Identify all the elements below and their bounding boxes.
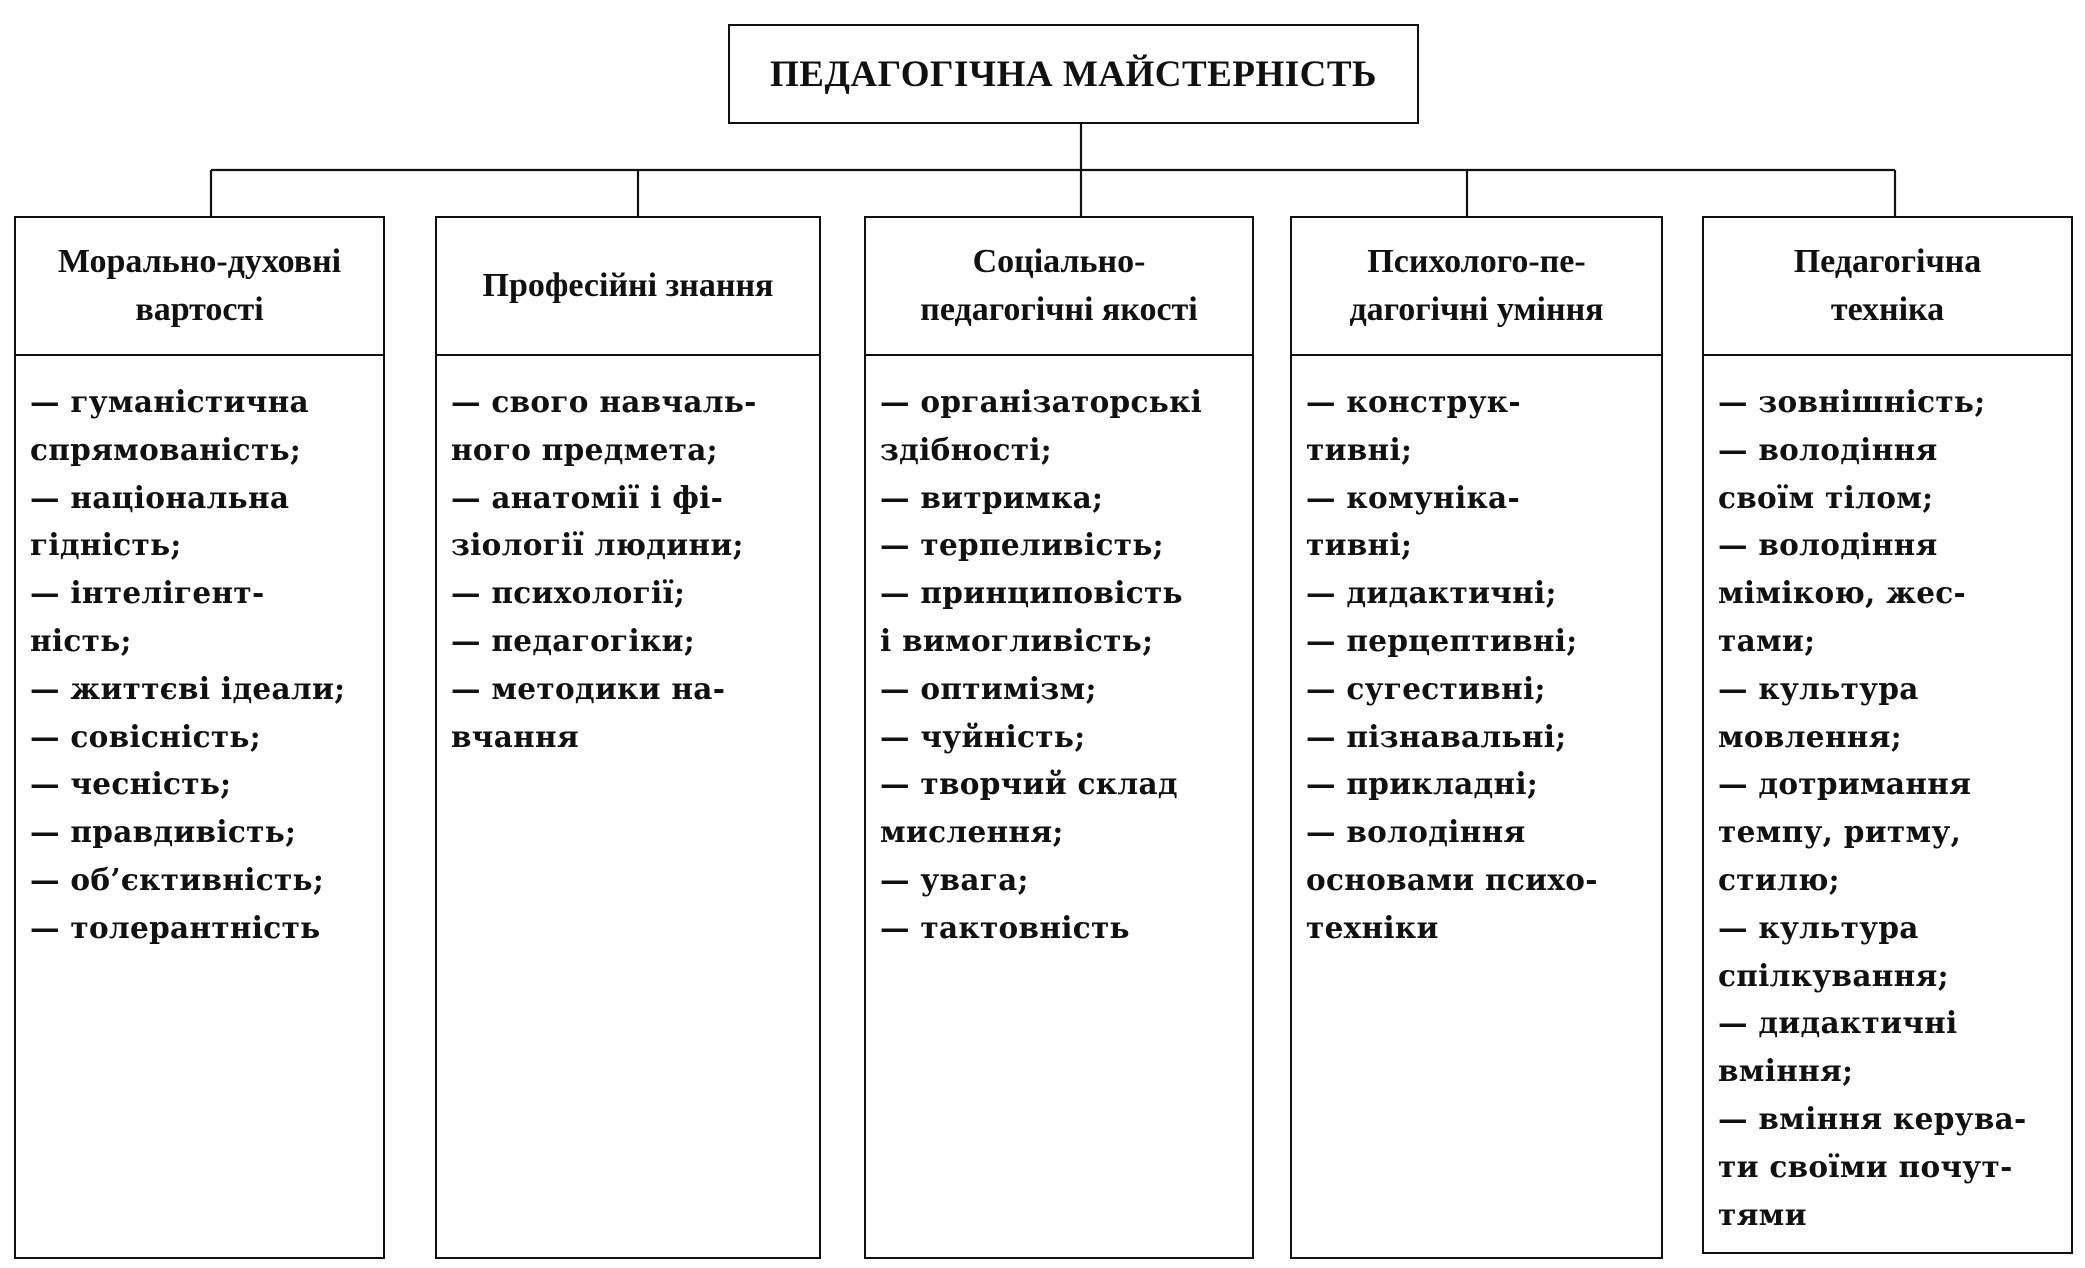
list-item: — об’єктивність;: [30, 861, 325, 897]
list-item: — володіння основами психо- техніки: [1306, 814, 1598, 945]
root-node-box: [728, 24, 1419, 124]
branch-title: Морально-духовні вартості: [57, 243, 342, 328]
branch-box-professional-knowledge: [435, 216, 821, 1259]
root-node-title: ПЕДАГОГІЧНА МАЙСТЕРНІСТЬ: [769, 53, 1378, 95]
list-item: — прикладні;: [1306, 766, 1539, 802]
list-item: — творчий склад мислення;: [880, 766, 1178, 850]
branch-box-moral-spiritual-values: [14, 216, 385, 1259]
list-item: — анатомії і фі- зіології людини;: [451, 479, 744, 563]
branch-title: Професійні знання: [482, 267, 774, 304]
list-item: — совісність;: [30, 718, 261, 754]
branch-item-list: [437, 356, 819, 760]
branch-header: [1704, 218, 2071, 356]
list-item: — національна гідність;: [30, 479, 290, 563]
list-item: — терпеливість;: [880, 527, 1164, 563]
list-item: — конструк- тивні;: [1306, 384, 1521, 467]
branch-box-social-pedagogical-qualities: [864, 216, 1254, 1259]
branch-header: [437, 218, 819, 356]
list-item: — організаторські здібності;: [880, 384, 1203, 467]
list-item: — оптимізм;: [880, 670, 1097, 706]
list-item: — життєві ідеали;: [30, 670, 346, 706]
list-item: — інтелігент- ність;: [30, 575, 265, 658]
list-item: — увага;: [880, 861, 1029, 897]
branch-item-list: [866, 356, 1252, 952]
branch-item-list: [1704, 356, 2071, 1238]
branch-title: Педагогічна техніка: [1793, 243, 1982, 328]
branch-header: [866, 218, 1252, 356]
branch-title: Соціально- педагогічні якості: [920, 243, 1198, 328]
list-item: — чесність;: [30, 766, 232, 802]
list-item: — педагогіки;: [451, 622, 695, 658]
list-item: — культура мовлення;: [1718, 670, 1919, 754]
list-item: — зовнішність;: [1718, 384, 1986, 419]
list-item: — перцептивні;: [1306, 622, 1578, 658]
branch-box-pedagogical-technique: [1702, 216, 2073, 1254]
branch-header: [16, 218, 383, 356]
list-item: — тактовність: [880, 909, 1130, 945]
branch-header: [1292, 218, 1661, 356]
branch-box-psychological-pedagogical-skills: [1290, 216, 1663, 1259]
branch-title: Психолого-пе- дагогічні уміння: [1349, 243, 1604, 328]
list-item: — вміння керува- ти своїми почут- тями: [1718, 1100, 2027, 1232]
list-item: — володіння своїм тілом;: [1718, 431, 1938, 515]
list-item: — пізнавальні;: [1306, 718, 1567, 754]
list-item: — свого навчаль- ного предмета;: [451, 384, 757, 467]
branch-item-list: [1292, 356, 1661, 952]
list-item: — правдивість;: [30, 814, 297, 850]
list-item: — принциповість і вимогливість;: [880, 575, 1183, 658]
list-item: — дотримання темпу, ритму, стилю;: [1718, 766, 1972, 897]
branch-item-list: [16, 356, 383, 952]
list-item: — гуманістична спрямованість;: [30, 384, 309, 467]
list-item: — дидактичні вміння;: [1718, 1005, 1958, 1089]
list-item: — сугестивні;: [1306, 670, 1546, 706]
list-item: — володіння мімікою, жес- тами;: [1718, 527, 1967, 658]
list-item: — культура спілкування;: [1718, 909, 1949, 993]
list-item: — комуніка- тивні;: [1306, 479, 1521, 563]
list-item: — дидактичні;: [1306, 575, 1557, 611]
list-item: — чуйність;: [880, 718, 1086, 754]
list-item: — психології;: [451, 575, 686, 611]
list-item: — толерантність: [30, 909, 321, 945]
list-item: — витримка;: [880, 479, 1104, 515]
list-item: — методики на- вчання: [451, 670, 726, 754]
